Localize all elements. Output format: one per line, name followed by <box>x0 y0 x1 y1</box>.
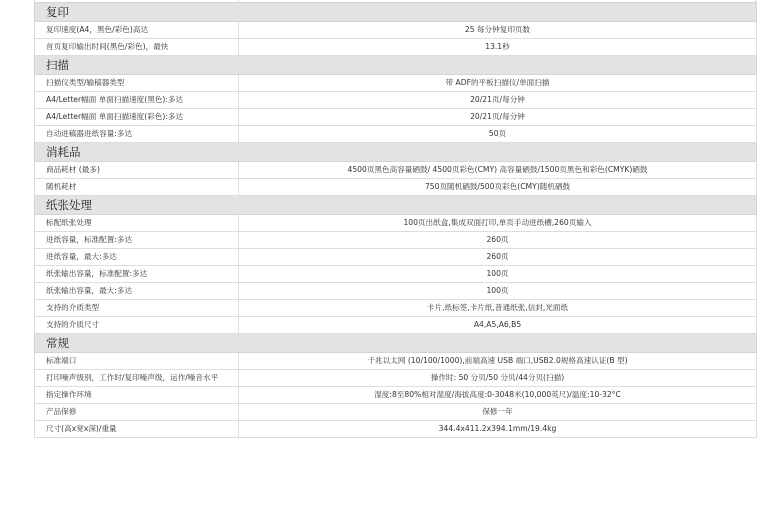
spec-label: 复印速度(A4，黑色/彩色)高达 <box>35 22 239 39</box>
spec-label: A4/Letter幅面 单面扫描速度(黑色):多达 <box>35 92 239 109</box>
spec-row <box>35 266 757 283</box>
section-header <box>35 3 757 22</box>
spec-row <box>35 109 757 126</box>
spec-label: 进纸容量，标准配置:多达 <box>35 232 239 249</box>
spec-label: 产品保修 <box>35 404 239 421</box>
section-header <box>35 56 757 75</box>
spec-row <box>35 179 757 196</box>
spec-label: 尺寸(高x宽x深)/重量 <box>35 421 239 438</box>
spec-row <box>35 39 757 56</box>
section-header <box>35 196 757 215</box>
spec-value: 100页出纸盒,集成双面打印,单页手动进纸槽,260页输入 <box>239 215 757 232</box>
spec-value: 保修一年 <box>239 404 757 421</box>
spec-label: 商品耗材 (最多) <box>35 162 239 179</box>
section-title: 复印 <box>35 3 757 22</box>
spec-row <box>35 317 757 334</box>
spec-row <box>35 22 757 39</box>
spec-label: 扫描仪类型/输稿器类型 <box>35 75 239 92</box>
spec-value: 卡片,纸标签,卡片纸,普通纸张,信封,光面纸 <box>239 300 757 317</box>
spec-value: 操作时: 50 分贝/50 分贝/44分贝(扫描) <box>239 370 757 387</box>
spec-label: 纸张输出容量，标准配置:多达 <box>35 266 239 283</box>
spec-value: 25 每分钟复印页数 <box>239 22 757 39</box>
section-title: 常规 <box>35 334 757 353</box>
spec-label: 纸张输出容量，最大:多达 <box>35 283 239 300</box>
spec-row <box>35 353 757 370</box>
spec-value: 750页随机硒鼓/500页彩色(CMY)随机硒鼓 <box>239 179 757 196</box>
spec-row <box>35 126 757 143</box>
section-title: 消耗品 <box>35 143 757 162</box>
spec-label: 打印噪声级别，工作时/复印噪声级，运作/噪音水平 <box>35 370 239 387</box>
spec-value: 20/21页/每分钟 <box>239 109 757 126</box>
spec-value: 260页 <box>239 249 757 266</box>
spec-row <box>35 215 757 232</box>
spec-value: 13.1秒 <box>239 39 757 56</box>
spec-row <box>35 162 757 179</box>
spec-value: 带 ADF的平板扫描仪/单面扫描 <box>239 75 757 92</box>
spec-label: 指定操作环境 <box>35 387 239 404</box>
spec-value: 4500页黑色高容量硒鼓/ 4500页彩色(CMY) 高容量硒鼓/1500页黑色和彩色(CMYK)硒鼓 <box>239 162 757 179</box>
spec-value: 100页 <box>239 266 757 283</box>
section-header <box>35 143 757 162</box>
spec-label: 标准端口 <box>35 353 239 370</box>
spec-label: 支持的介质类型 <box>35 300 239 317</box>
spec-row <box>35 404 757 421</box>
spec-label: 随机耗材 <box>35 179 239 196</box>
spec-row <box>35 75 757 92</box>
spec-row <box>35 232 757 249</box>
spec-label: A4/Letter幅面 单面扫描速度(彩色):多达 <box>35 109 239 126</box>
table-top-edge <box>34 0 756 2</box>
spec-value: 千兆以太网 (10/100/1000),前端高速 USB 端口,USB2.0规格高速认证(B 型) <box>239 353 757 370</box>
spec-label: 支持的介质尺寸 <box>35 317 239 334</box>
spec-row <box>35 370 757 387</box>
spec-value: 100页 <box>239 283 757 300</box>
spec-row <box>35 92 757 109</box>
section-title: 扫描 <box>35 56 757 75</box>
spec-row <box>35 387 757 404</box>
spec-row <box>35 249 757 266</box>
spec-label: 自动进稿器进纸容量:多达 <box>35 126 239 143</box>
spec-page <box>34 0 756 438</box>
spec-label: 进纸容量，最大:多达 <box>35 249 239 266</box>
spec-row <box>35 300 757 317</box>
spec-row <box>35 283 757 300</box>
spec-value: 20/21页/每分钟 <box>239 92 757 109</box>
section-header <box>35 334 757 353</box>
spec-value: 50页 <box>239 126 757 143</box>
section-title: 纸张处理 <box>35 196 757 215</box>
spec-value: 湿度:8至80%相对湿度/海拔高度:0-3048米(10,000英尺)/温度:10-32°C <box>239 387 757 404</box>
spec-label: 首页复印输出时间(黑色/彩色)，最快 <box>35 39 239 56</box>
spec-row <box>35 421 757 438</box>
spec-value: A4,A5,A6,B5 <box>239 317 757 334</box>
spec-value: 260页 <box>239 232 757 249</box>
spec-table <box>34 2 757 438</box>
spec-label: 标配纸张处理 <box>35 215 239 232</box>
spec-value: 344.4x411.2x394.1mm/19.4kg <box>239 421 757 438</box>
